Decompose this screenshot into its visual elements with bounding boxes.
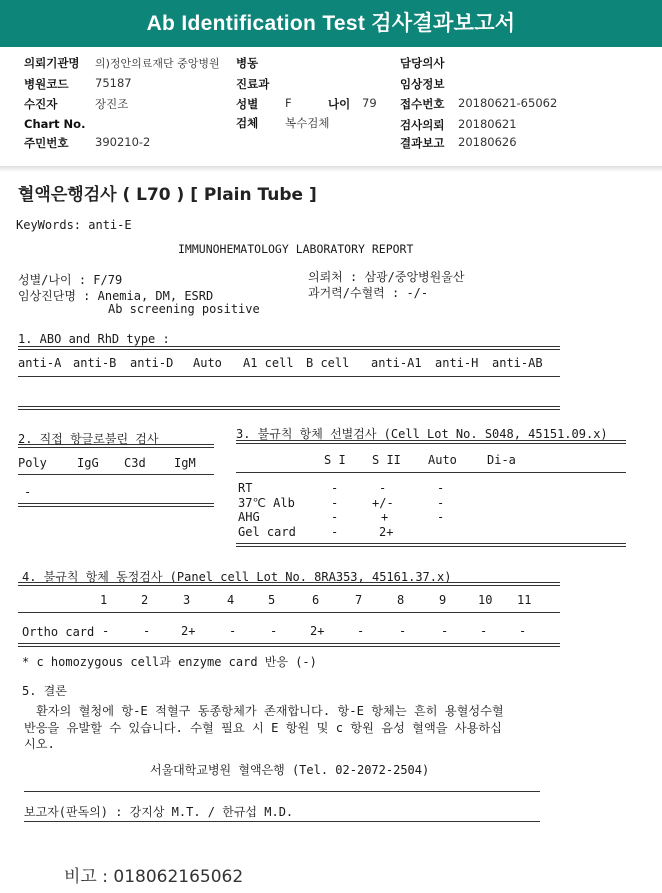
reporter-rule-bottom	[24, 821, 540, 822]
dat-rule-bottom	[18, 503, 214, 507]
panel-value-3: 2+	[181, 624, 196, 638]
abo-col-3: Auto	[193, 356, 222, 370]
panel-col-9: 9	[439, 593, 447, 607]
sex-label: 성별	[236, 97, 259, 111]
panel-value-1: -	[102, 624, 110, 638]
transfusion-history: 과거력/수혈력 : -/-	[308, 286, 429, 300]
institution-label: 의뢰기관명	[24, 56, 80, 70]
abo-col-8: anti-AB	[492, 356, 543, 370]
dat-col-c3d: C3d	[124, 456, 146, 470]
abo-col-1: anti-B	[73, 356, 117, 370]
screen-phase-gel: Gel card	[238, 525, 296, 539]
screen-rt-s1: -	[331, 481, 339, 495]
reporter-rule-top	[24, 791, 540, 792]
panel-value-2: -	[143, 624, 151, 638]
report-title: Ab Identification Test 검사결과보고서	[0, 0, 662, 47]
screen-rule-bottom	[236, 543, 626, 547]
panel-note: * c homozygous cell과 enzyme card 반응 (-)	[22, 655, 317, 669]
panel-value-9: -	[441, 624, 449, 638]
screen-phase-alb: 37℃ Alb	[238, 496, 295, 510]
dat-rule-mid	[18, 474, 214, 475]
panel-col-2: 2	[141, 593, 149, 607]
abo-col-6: anti-A1	[371, 356, 422, 370]
abo-rule-top	[18, 346, 560, 350]
screen-alb-s2: +/-	[372, 496, 394, 510]
specimen-label: 검체	[236, 116, 259, 130]
screen-alb-s1: -	[331, 496, 339, 510]
screen-col-auto: Auto	[428, 453, 457, 467]
panel-rule-top	[18, 582, 560, 586]
abo-col-7: anti-H	[435, 356, 479, 370]
referrer: 의뢰처 : 삼광/중앙병원울산	[308, 270, 465, 284]
panel-col-6: 6	[312, 593, 320, 607]
receipt-no-label: 접수번호	[400, 97, 445, 111]
age-label: 나이	[328, 97, 351, 111]
screen-ahg-s2: +	[381, 510, 389, 524]
report-date-label: 결과보고	[400, 136, 445, 150]
remark: 비고 : 018062165062	[64, 867, 244, 887]
abo-col-0: anti-A	[18, 356, 62, 370]
panel-col-1: 1	[100, 593, 108, 607]
panel-value-6: 2+	[310, 624, 325, 638]
reporter: 보고자(판독의) : 강지상 M.T. / 한규섭 M.D.	[24, 805, 294, 819]
dat-col-poly: Poly	[18, 456, 47, 470]
screen-ahg-s1: -	[331, 510, 339, 524]
dat-result: -	[24, 485, 32, 499]
diagnosis: 임상진단명 : Anemia, DM, ESRD	[18, 289, 214, 303]
department-label: 진료과	[236, 77, 270, 91]
hospital-code-label: 병원코드	[24, 77, 69, 91]
screen-rule-top	[236, 440, 626, 444]
patient-value: 장진조	[95, 97, 129, 111]
abo-col-4: A1 cell	[243, 356, 294, 370]
conclusion-line-2: 반응을 유발할 수 있습니다. 수혈 필요 시 E 항원 및 c 항원 음성 혈액을 사용하십	[24, 721, 502, 735]
panel-value-8: -	[399, 624, 407, 638]
screen-rt-auto: -	[437, 481, 445, 495]
abo-rule-bottom	[18, 406, 560, 410]
hospital-code-value: 75187	[95, 76, 132, 90]
screen-rule-mid	[236, 472, 626, 473]
screen-title: 3. 불규칙 항체 선별검사 (Cell Lot No. S048, 45151.09.x)	[236, 427, 608, 441]
panel-value-10: -	[480, 624, 488, 638]
panel-col-5: 5	[268, 593, 276, 607]
screen-col-s2: S II	[372, 453, 401, 467]
keywords: KeyWords: anti-E	[16, 218, 132, 232]
screen-col-dia: Di-a	[487, 453, 516, 467]
panel-col-7: 7	[355, 593, 363, 607]
request-date-label: 검사의뢰	[400, 118, 445, 132]
panel-rule-mid	[18, 612, 560, 613]
panel-value-11: -	[519, 624, 527, 638]
screen-col-s1: S I	[324, 453, 346, 467]
conclusion-line-3: 시오.	[24, 737, 55, 751]
sex-value: F	[285, 96, 292, 110]
panel-value-5: -	[270, 624, 278, 638]
specimen-value: 복수검체	[285, 116, 330, 130]
panel-value-4: -	[229, 624, 237, 638]
abo-rule-mid	[18, 376, 560, 377]
conclusion-line-1: 환자의 혈청에 항-E 적혈구 동종항체가 존재합니다. 항-E 항체는 흔히 용혈성수혈	[36, 704, 504, 718]
panel-title: 4. 불규칙 항체 동정검사 (Panel cell Lot No. 8RA353, 45161.37.x)	[22, 570, 452, 584]
dat-title: 2. 직접 항글로불린 검사	[18, 432, 159, 446]
report-heading: IMMUNOHEMATOLOGY LABORATORY REPORT	[178, 242, 414, 256]
abo-title: 1. ABO and RhD type :	[18, 332, 170, 346]
institution-value: 의)정안의료재단 중앙병원	[95, 57, 220, 70]
hospital-info: 서울대학교병원 혈액은행 (Tel. 02-2072-2504)	[150, 763, 430, 777]
chart-no-label: Chart No.	[24, 117, 86, 131]
screen-ahg-auto: -	[437, 510, 445, 524]
panel-col-10: 10	[478, 593, 493, 607]
dat-col-igm: IgM	[174, 456, 196, 470]
panel-col-8: 8	[397, 593, 405, 607]
conclusion-title: 5. 결론	[22, 684, 67, 698]
screen-rt-s2: -	[379, 481, 387, 495]
patient-label: 수진자	[24, 97, 58, 111]
report-date-value: 20180626	[458, 135, 517, 149]
rrn-value: 390210-2	[95, 135, 151, 149]
panel-col-4: 4	[227, 593, 235, 607]
request-date-value: 20180621	[458, 117, 517, 131]
age-value: 79	[362, 96, 377, 110]
report-header	[0, 50, 662, 168]
panel-row-label: Ortho card	[22, 625, 95, 639]
abo-col-2: anti-D	[130, 356, 174, 370]
sex-age: 성별/나이 : F/79	[18, 273, 123, 287]
clinical-info-label: 임상정보	[400, 77, 445, 91]
panel-value-7: -	[357, 624, 365, 638]
screen-alb-auto: -	[437, 496, 445, 510]
screen-gel-s1: -	[331, 525, 339, 539]
doctor-label: 담당의사	[400, 56, 445, 70]
scanned-report	[0, 172, 662, 893]
screen-phase-rt: RT	[238, 481, 253, 495]
panel-col-11: 11	[517, 593, 532, 607]
ward-label: 병동	[236, 56, 259, 70]
panel-col-3: 3	[183, 593, 191, 607]
dat-col-igg: IgG	[77, 456, 99, 470]
receipt-no-value: 20180621-65062	[458, 96, 558, 110]
dat-rule-top	[18, 444, 214, 448]
section-title: 혈액은행검사 ( L70 ) [ Plain Tube ]	[18, 185, 317, 205]
diagnosis-note: Ab screening positive	[108, 302, 260, 316]
panel-rule-bottom	[18, 643, 560, 647]
screen-phase-ahg: AHG	[238, 510, 260, 524]
rrn-label: 주민번호	[24, 136, 69, 150]
abo-col-5: B cell	[306, 356, 350, 370]
screen-gel-s2: 2+	[379, 525, 394, 539]
